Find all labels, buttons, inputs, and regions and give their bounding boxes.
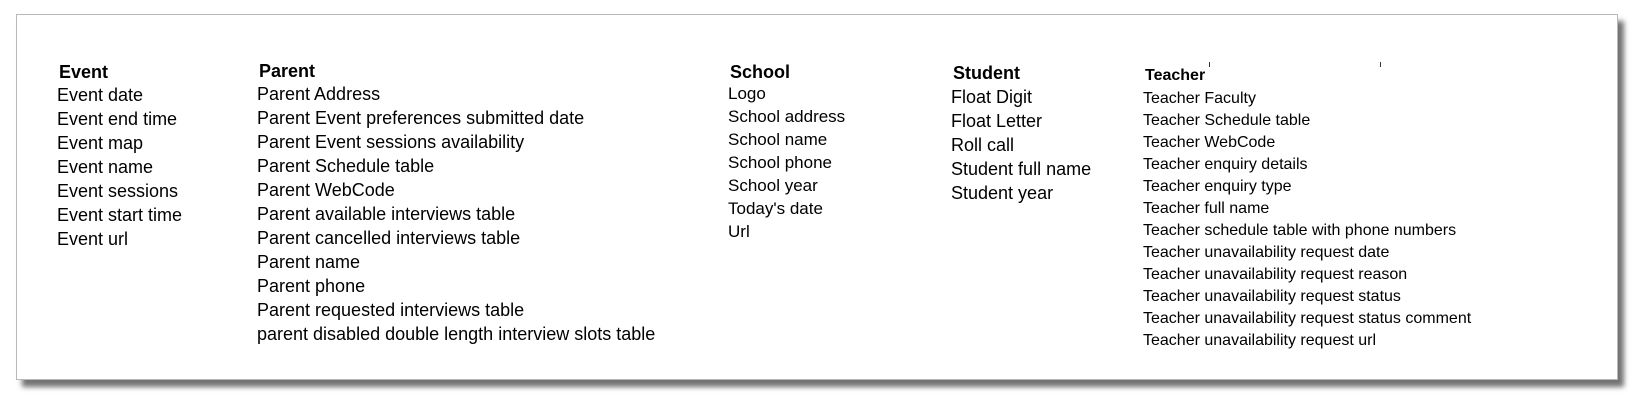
field-item[interactable]: Parent available interviews table <box>257 204 516 224</box>
field-item[interactable]: Teacher unavailability request status comment <box>1143 310 1472 327</box>
field-item[interactable]: Parent Event sessions availability <box>257 132 525 152</box>
field-item[interactable]: Student year <box>951 183 1054 203</box>
field-item[interactable]: Parent cancelled interviews table <box>257 228 521 248</box>
field-item[interactable]: Float Letter <box>951 111 1043 131</box>
field-item[interactable]: Event end time <box>57 109 178 129</box>
field-item[interactable]: Today's date <box>728 199 823 218</box>
field-item[interactable]: Event map <box>57 133 144 153</box>
field-item[interactable]: Teacher unavailability request url <box>1143 332 1377 349</box>
crop-mark <box>1209 62 1210 67</box>
field-item[interactable]: Logo <box>728 84 766 103</box>
field-item[interactable]: Teacher enquiry type <box>1143 178 1292 195</box>
field-item[interactable]: Student full name <box>951 159 1092 179</box>
field-item[interactable]: Float Digit <box>951 87 1033 107</box>
field-item[interactable]: Parent Schedule table <box>257 156 435 176</box>
field-item[interactable]: Event sessions <box>57 181 179 201</box>
field-item[interactable]: Teacher full name <box>1143 200 1270 217</box>
event-field-list <box>57 86 182 254</box>
field-item[interactable]: Teacher Faculty <box>1143 90 1256 107</box>
field-item[interactable]: Teacher unavailability request date <box>1143 244 1390 261</box>
parent-heading: Parent <box>259 61 316 81</box>
field-item[interactable]: Parent WebCode <box>257 180 395 200</box>
field-item[interactable]: Parent name <box>257 252 361 272</box>
student-field-list <box>951 88 1091 208</box>
field-item[interactable]: parent disabled double length interview slots table <box>257 324 656 344</box>
merge-fields-panel <box>16 14 1618 380</box>
teacher-heading: Teacher <box>1145 67 1206 84</box>
field-item[interactable]: Teacher enquiry details <box>1143 156 1308 173</box>
field-item[interactable]: Teacher schedule table with phone numbers <box>1143 222 1457 239</box>
school-heading: School <box>730 62 791 82</box>
crop-mark <box>1380 62 1381 67</box>
field-item[interactable]: School year <box>728 176 818 195</box>
field-item[interactable]: School name <box>728 130 828 149</box>
school-field-list <box>728 85 845 246</box>
field-item[interactable]: Parent Event preferences submitted date <box>257 108 585 128</box>
field-item[interactable]: Teacher unavailability request reason <box>1143 266 1408 283</box>
parent-field-list <box>257 85 655 349</box>
field-item[interactable]: Parent phone <box>257 276 366 296</box>
student-heading: Student <box>953 63 1020 83</box>
field-item[interactable]: Parent Address <box>257 84 381 104</box>
field-item[interactable]: Event name <box>57 157 154 177</box>
field-item[interactable]: Roll call <box>951 135 1015 155</box>
teacher-field-list <box>1143 91 1471 355</box>
event-heading: Event <box>59 62 109 82</box>
field-item[interactable]: Parent requested interviews table <box>257 300 525 320</box>
field-item[interactable]: Event url <box>57 229 129 249</box>
field-item[interactable]: Teacher Schedule table <box>1143 112 1311 129</box>
field-item[interactable]: Teacher unavailability request status <box>1143 288 1401 305</box>
field-item[interactable]: School phone <box>728 153 832 172</box>
field-item[interactable]: Event start time <box>57 205 183 225</box>
field-item[interactable]: Event date <box>57 85 144 105</box>
field-item[interactable]: School address <box>728 107 846 126</box>
field-item[interactable]: Teacher WebCode <box>1143 134 1276 151</box>
field-item[interactable]: Url <box>728 222 750 241</box>
